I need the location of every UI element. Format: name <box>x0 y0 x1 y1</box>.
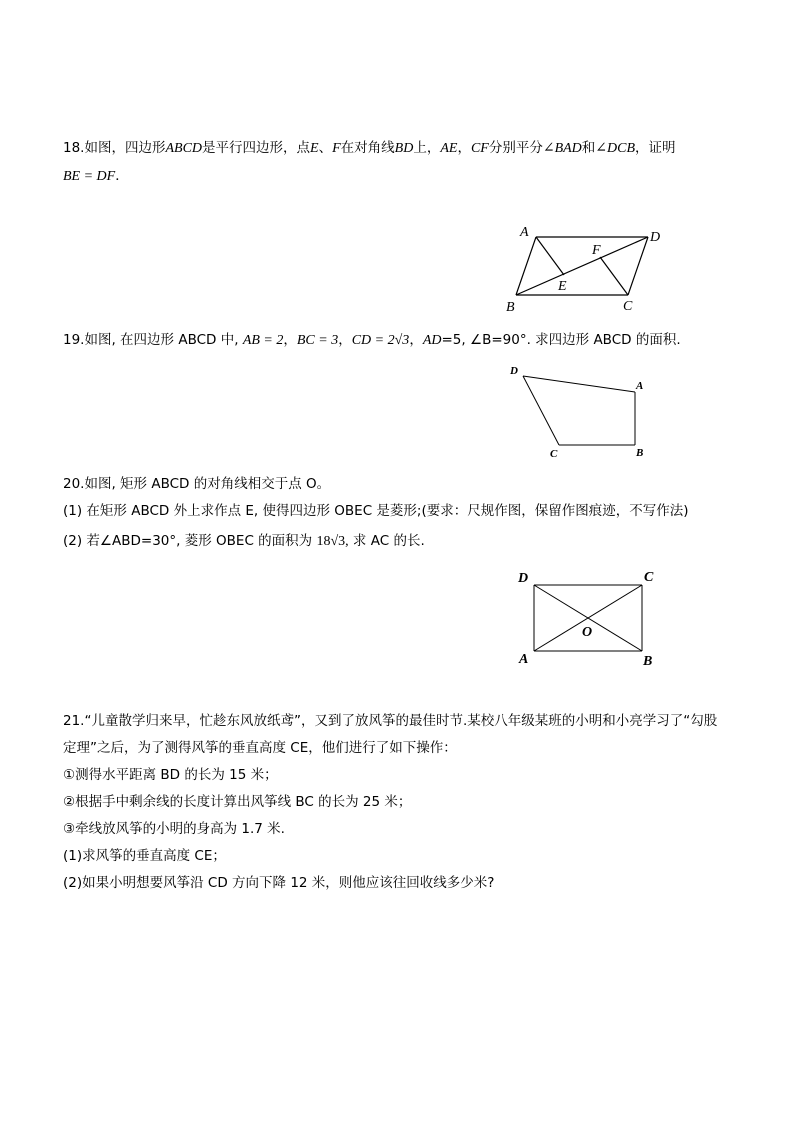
q18-period: ． <box>115 168 129 184</box>
q20-label-d: D <box>518 571 529 586</box>
q19-side-cd <box>523 376 559 445</box>
q20-t3a: (2) 若∠ABD=30°, 菱形 OBEC 的面积为 <box>63 533 317 549</box>
q19-quadrilateral-figure <box>500 360 660 465</box>
q18-m-cf: CF <box>470 141 489 156</box>
q19-m-cd: CD = 2√3 <box>351 333 410 348</box>
q20-m-area: 18√3, <box>316 534 349 549</box>
q19-m-ab: AB = 2 <box>242 333 284 348</box>
q19-t0: 19.如图, 在四边形 ABCD 中, <box>63 332 243 348</box>
q21-text-line3: ①测得水平距离 BD 的长为 15 米； <box>63 767 278 783</box>
q19-label-a: A <box>636 380 644 392</box>
q21-text-line6: (1)求风筝的垂直高度 CE； <box>63 848 226 864</box>
q19-text-line <box>63 331 681 350</box>
q18-label-a: A <box>520 225 529 240</box>
q21-text-line7: (2)如果小明想要风筝沿 CD 方向下降 12 米，则他应该往回收线多少米? <box>63 875 495 891</box>
q19-t6: ， <box>409 332 423 348</box>
q18-t12: 分别平分 <box>488 140 543 156</box>
q18-t14: 和 <box>581 140 596 156</box>
q18-label-b: B <box>506 300 515 315</box>
q18-t16: ，证明 <box>635 140 676 156</box>
q18-m-e: E <box>310 141 319 156</box>
q21-text-line4: ②根据手中剩余线的长度计算出风筝线 BC 的长为 25 米； <box>63 794 412 810</box>
q18-label-f: F <box>592 243 601 258</box>
q18-t4: 、 <box>318 140 333 156</box>
q20-rectangle-figure <box>510 565 660 670</box>
q18-t6: 在对角线 <box>340 140 395 156</box>
q18-m-ae: AE <box>440 141 458 156</box>
q19-side-da <box>523 376 635 392</box>
q18-m-bedf: BE = DF <box>63 169 116 184</box>
q18-parallelogram-figure <box>500 222 675 317</box>
q18-segment-cf <box>600 257 628 295</box>
q18-label-c: C <box>623 299 633 314</box>
q18-text-line1 <box>63 139 676 158</box>
q18-label-e: E <box>558 279 567 294</box>
q18-text-line2 <box>63 167 129 186</box>
q21-text-line5: ③牵线放风筝的小明的身高为 1.7 米. <box>63 821 285 837</box>
q18-t10: ， <box>457 140 471 156</box>
q18-m-dcb: ∠DCB <box>595 141 636 156</box>
q21-text-line2: 定理”之后，为了测得风筝的垂直高度 CE，他们进行了如下操作： <box>63 740 457 756</box>
q20-label-b: B <box>643 654 653 669</box>
q18-m-bad: ∠BAD <box>542 141 582 156</box>
q19-m-bc: BC = 3 <box>296 333 339 348</box>
q18-side-ba <box>516 237 536 295</box>
q20-text-line1: 20.如图, 矩形 ABCD 的对角线相交于点 O。 <box>63 476 331 492</box>
q18-m-abcd: ABCD <box>165 141 203 156</box>
q18-segment-ae <box>536 237 564 275</box>
q19-t8: =5, ∠B=90°. 求四边形 ABCD 的面积. <box>441 332 681 348</box>
q18-t0: 18.如图，四边形 <box>63 140 166 156</box>
q18-t8: 上， <box>413 140 441 156</box>
q20-label-o: O <box>582 625 593 640</box>
q18-side-dc <box>628 237 648 295</box>
q19-m-ad: AD <box>422 333 442 348</box>
q19-label-b: B <box>636 447 644 459</box>
q18-label-d: D <box>650 230 661 245</box>
q19-t4: ， <box>338 332 352 348</box>
q21-text-line1: 21.“儿童散学归来早，忙趁东风放纸鸢”，又到了放风筝的最佳时节.某校八年级某班的小明和小亮学习了“勾股 <box>63 713 718 729</box>
q18-m-f: F <box>332 141 341 156</box>
q19-t2: ， <box>283 332 297 348</box>
q19-label-d: D <box>510 365 518 377</box>
q20-text-line3 <box>63 532 425 551</box>
q20-text-line2: (1) 在矩形 ABCD 外上求作点 E, 使得四边形 OBEC 是菱形;(要求：尺规作图，保留作图痕迹，不写作法) <box>63 503 689 519</box>
q18-m-bd: BD <box>394 141 414 156</box>
q20-t3b: 求 AC 的长. <box>348 533 425 549</box>
q19-label-c: C <box>550 448 558 460</box>
q20-label-a: A <box>519 652 529 667</box>
q18-diagonal-bd <box>516 237 648 295</box>
q18-t2: 是平行四边形，点 <box>202 140 311 156</box>
q20-label-c: C <box>644 570 654 585</box>
